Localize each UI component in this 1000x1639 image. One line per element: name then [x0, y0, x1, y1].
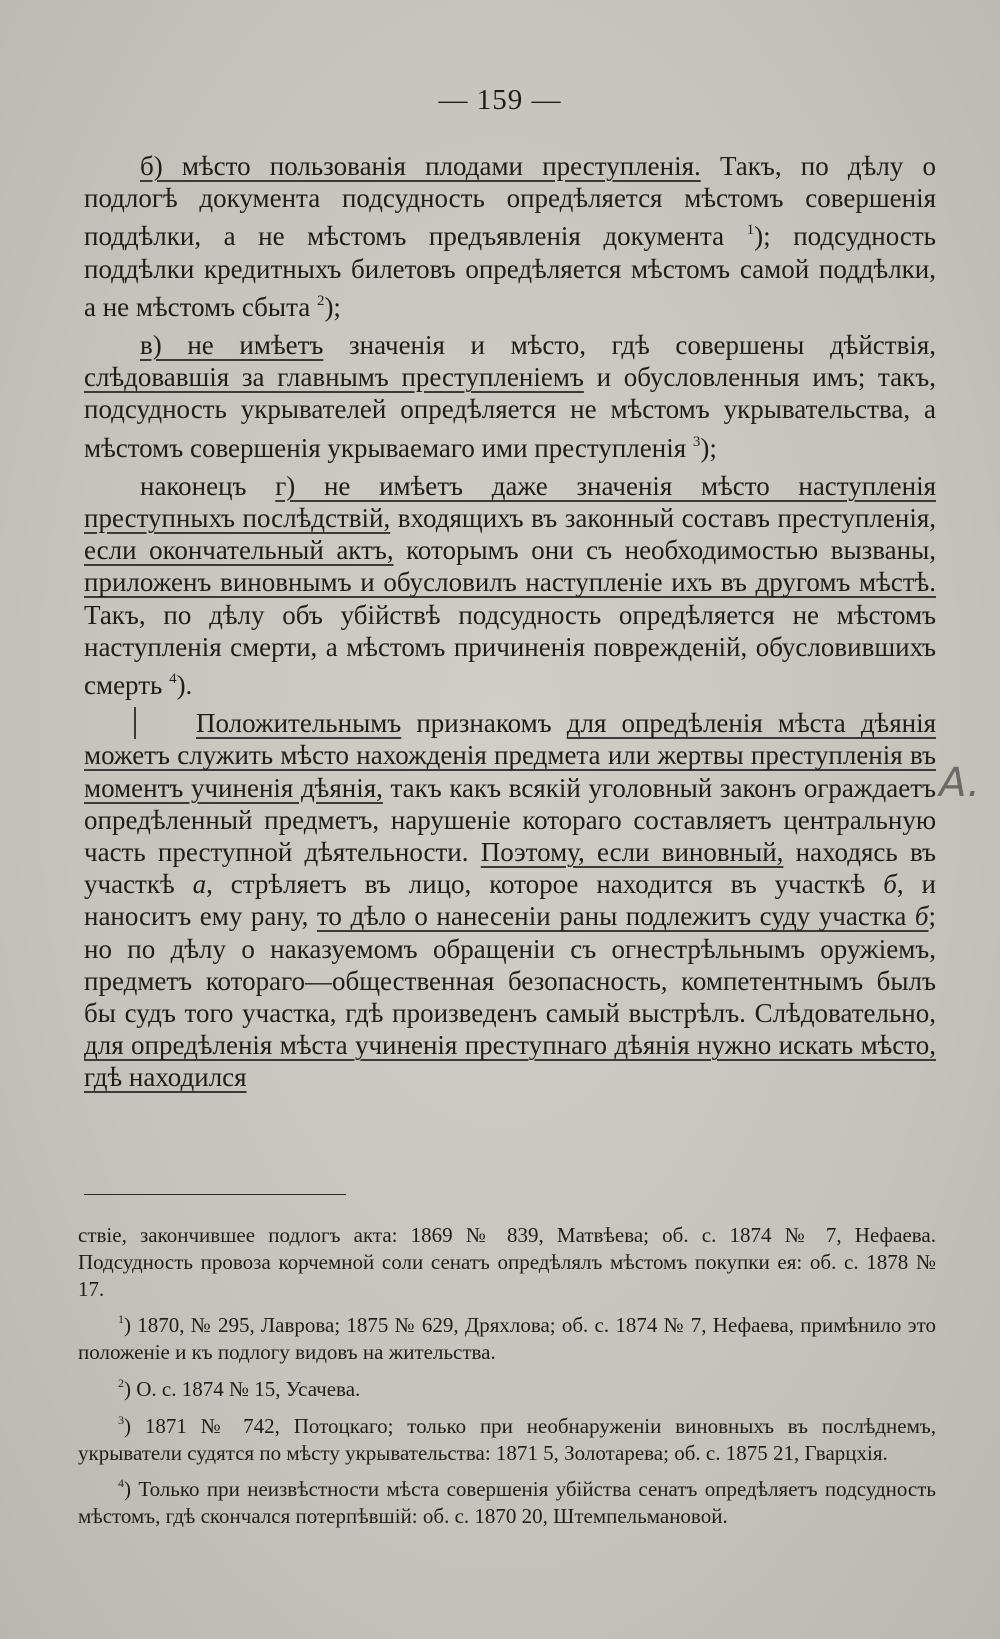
footnote-ref: 2	[316, 292, 325, 309]
text-run: ); подсудность поддѣлки кредитныхъ билетовъ опредѣляется мѣстомъ самой поддѣлки, а не мѣстомъ сбыта	[84, 221, 936, 322]
footnote-text: ) 1871 № 742, Потоцкаго; только при необнаруженіи виновныхъ въ послѣднемъ, укрыватели судятся по мѣсту укрывательства: 1871 5, Золотарева; об. с. 1875 21, Гварцхія.	[78, 1413, 936, 1465]
underlined-text: то дѣло о нанесеніи раны подлежитъ суду участка	[316, 901, 915, 932]
footnotes	[78, 1222, 936, 1530]
text-run: Такъ, по дѣлу объ убійствѣ подсудность опредѣляется не мѣстомъ наступленія смерти, а мѣстомъ причиненія поврежденій, обусловившихъ смерть	[84, 599, 936, 701]
page-number: — 159 —	[438, 84, 562, 116]
underlined-text: для опредѣленія мѣста учиненія преступнаго дѣянія нужно искать мѣсто, гдѣ находился	[84, 1030, 936, 1093]
footnote-3	[78, 1407, 936, 1467]
footnote-continuation: ствіе, закончившее подлогъ акта: 1869 № 839, Матвѣева; об. с. 1874 № 7, Нефаева. Подсудность провоза корчемной соли сенатъ опредѣлялъ мѣстомъ покупки ея: об. с. 1878 № 17.	[78, 1223, 936, 1301]
text-run: находясь въ участкѣ	[84, 837, 936, 900]
underlined-text: слѣдовавшія за главнымъ преступленіемъ	[84, 362, 584, 393]
text-run: входящихъ въ законный составъ преступленія,	[390, 503, 937, 534]
text-run: наконецъ	[140, 470, 276, 501]
text-run: );	[324, 291, 341, 322]
text-run: , стрѣляетъ въ лицо, которое находится въ участкѣ	[206, 869, 884, 900]
footnote-ref: 3	[692, 433, 701, 450]
italic-letter: б	[914, 901, 929, 932]
text-run: и обусловленныя имъ; такъ, подсудность укрывателей опредѣляется не мѣстомъ укрывательства, а мѣстомъ совершенія укрываемаго ими преступленія	[84, 362, 936, 463]
footnote-mark: 1	[118, 1312, 124, 1327]
margin-annotation: A.	[939, 760, 980, 806]
underlined-text: Поэтому, если виновный,	[480, 837, 784, 868]
footnote-2	[78, 1370, 936, 1403]
italic-letter: б	[883, 869, 897, 900]
text-run: такъ какъ всякій уголовный законъ ограждаетъ опредѣленный предметъ, нарушеніе котораго составляетъ центральную часть преступной дѣятельности.	[84, 772, 936, 868]
text-run: ; но по дѣлу о наказуемомъ обращеніи съ огнестрѣльнымъ оружіемъ, предметъ котораго—общественная безопасность, компетентнымъ былъ бы судъ того участка, гдѣ произведенъ самый выстрѣлъ. Слѣдовательно,	[84, 901, 936, 1029]
text-run: Такъ, по дѣлу о подлогѣ документа подсудность опредѣляется мѣстомъ совершенія поддѣлки, а не мѣстомъ предъявленія документа	[84, 151, 936, 252]
paragraph-g	[84, 470, 936, 701]
underlined-text: г) не имѣетъ даже значенія мѣсто наступленія преступныхъ послѣдствій,	[84, 470, 937, 534]
footnote-ref: 4	[169, 671, 177, 688]
underlined-text: если окончательный актъ,	[84, 535, 394, 566]
underlined-text: б) мѣсто пользованія плодами преступленія.	[140, 151, 701, 181]
footnote-1	[78, 1306, 936, 1366]
footnote-text: ) 1870, № 295, Лаврова; 1875 № 629, Дряхлова; об. с. 1874 № 7, Нефаева, примѣнило это положеніе и къ подлогу видовъ на жительства.	[78, 1313, 936, 1365]
text-run: ).	[176, 670, 193, 701]
paragraph-b	[84, 150, 936, 323]
footnote-mark: 2	[118, 1375, 124, 1390]
italic-letter: а	[192, 869, 207, 900]
footnote-text: ) О. с. 1874 № 15, Усачева.	[124, 1376, 361, 1401]
text-run: признакомъ	[401, 708, 567, 739]
footnote-mark: 3	[118, 1412, 124, 1427]
footnote-mark: 4	[118, 1476, 124, 1491]
text-run: которымъ они съ необходимостью вызваны,	[393, 535, 936, 566]
text-run: );	[700, 432, 717, 463]
paragraph-v	[84, 329, 936, 464]
paragraph-positive-sign	[84, 707, 936, 1093]
footnote-4	[78, 1470, 936, 1530]
underlined-text: для опредѣленія мѣста дѣянія можетъ служить мѣсто нахожденія предмета или жертвы преступленія въ моментъ учиненія дѣянія,	[84, 708, 937, 803]
underlined-text: Положительнымъ	[134, 707, 401, 739]
footnote-text: ) Только при неизвѣстности мѣста совершенія убійства сенатъ опредѣляетъ подсудность мѣстомъ, гдѣ скончался потерпѣвшій: об. с. 1870 20, Штемпельмановой.	[78, 1477, 936, 1529]
main-text	[84, 150, 936, 1094]
underlined-text: приложенъ виновнымъ и обусловилъ наступленіе ихъ въ другомъ мѣстѣ.	[84, 567, 936, 598]
text-run: , и наноситъ ему рану,	[84, 869, 937, 932]
text-run: значенія и мѣсто, гдѣ совершены дѣйствія,	[323, 330, 936, 361]
underlined-text: в) не имѣетъ	[140, 330, 324, 361]
footnote-ref: 1	[746, 222, 755, 239]
footnote-divider	[84, 1194, 346, 1195]
